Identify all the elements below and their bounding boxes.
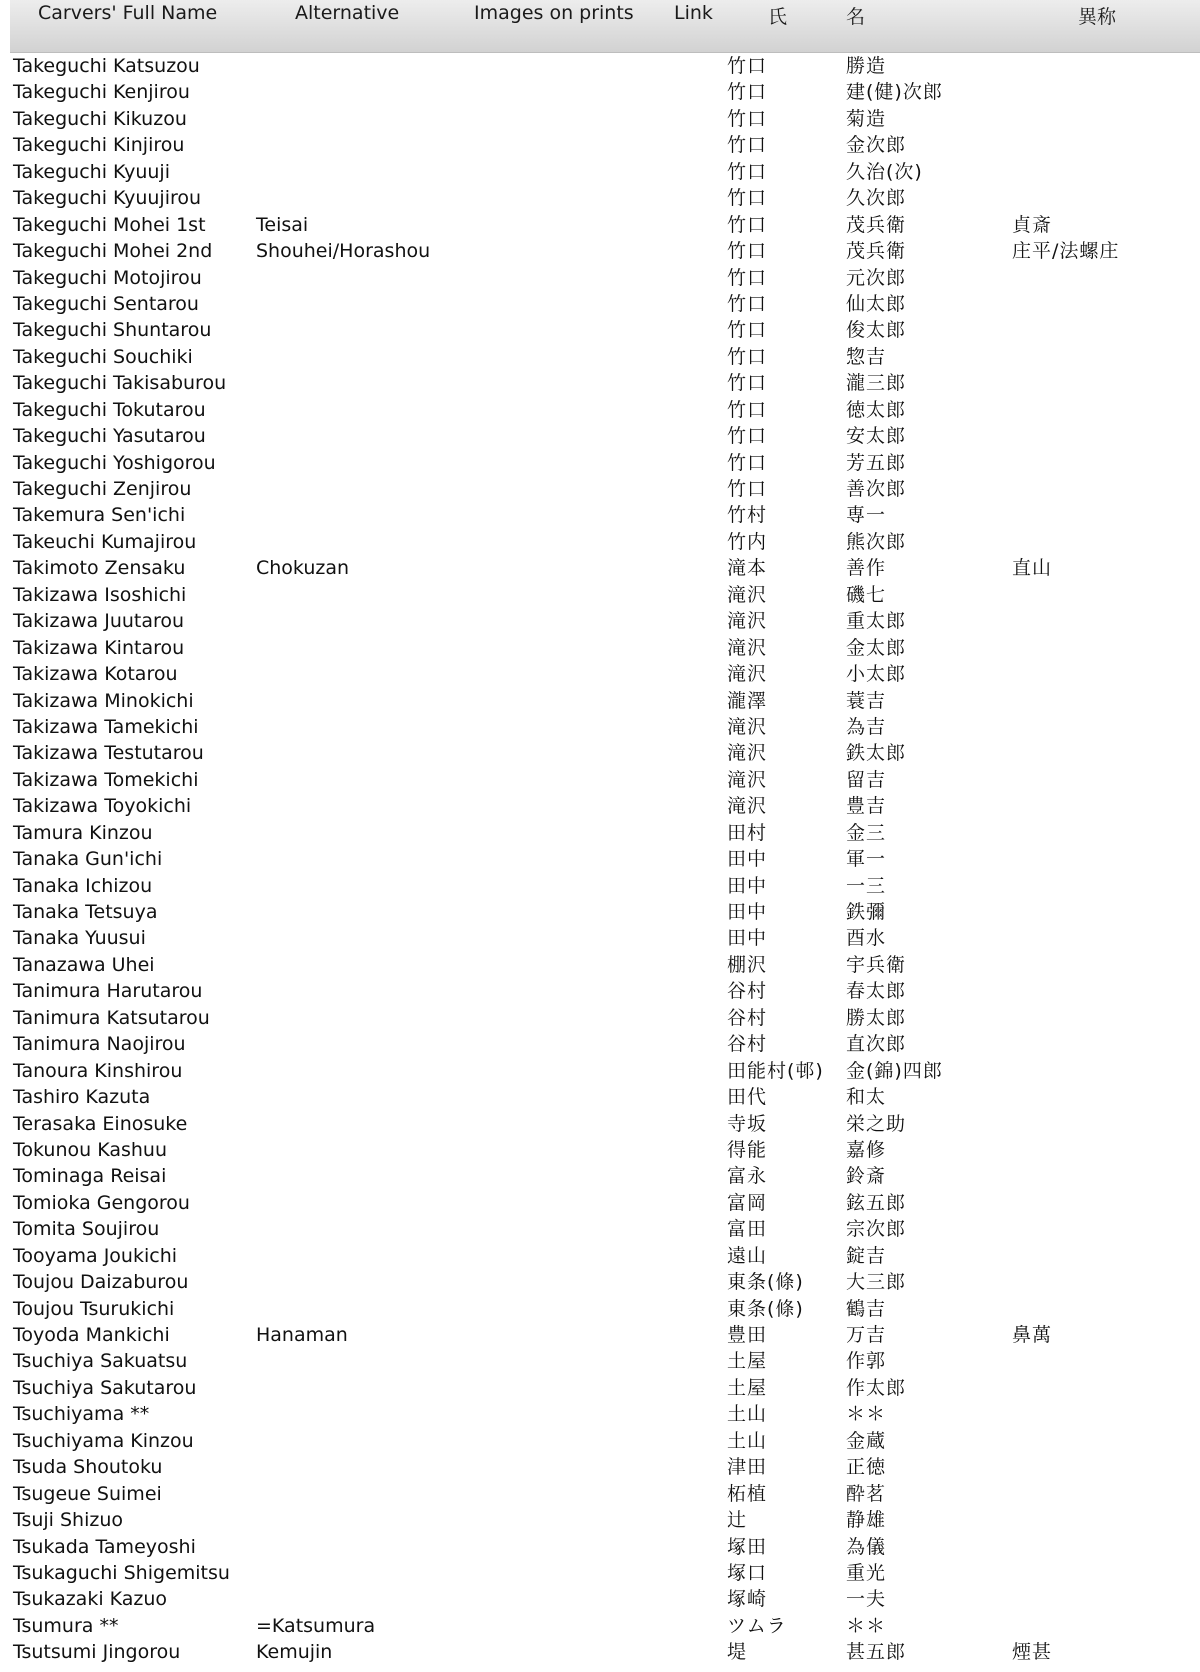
- family-name-kanji: 竹口: [727, 425, 768, 448]
- carver-full-name: Tsukaguchi Shigemitsu: [13, 1561, 230, 1584]
- family-name-kanji: 竹口: [727, 55, 768, 77]
- carver-full-name: Tanaka Gun'ichi: [13, 848, 163, 871]
- carver-full-name: Tsuda Shoutoku: [13, 1456, 163, 1479]
- table-row: [0, 1506, 1200, 1532]
- carver-full-name: Takimoto Zensaku: [13, 557, 186, 580]
- carver-full-name: Tsuchiyama Kinzou: [13, 1429, 194, 1452]
- table-row: [0, 343, 1200, 369]
- given-name-kanji: 熊次郎: [846, 530, 907, 553]
- given-name-kanji: 為儀: [846, 1535, 887, 1558]
- given-name-kanji: 酉水: [846, 927, 887, 950]
- table-row: [0, 1162, 1200, 1188]
- family-name-kanji: 竹口: [727, 451, 768, 474]
- given-name-kanji: 正徳: [846, 1456, 887, 1479]
- alias-kanji: 庄平/法螺庄: [1012, 240, 1120, 263]
- table-row: [0, 1321, 1200, 1347]
- given-name-kanji: 軍一: [846, 848, 887, 871]
- carver-full-name: Tanaka Yuusui: [13, 927, 146, 950]
- alternative-name: =Katsumura: [256, 1614, 376, 1637]
- carver-full-name: Takeguchi Mohei 2nd: [13, 240, 213, 263]
- carver-full-name: Tamura Kinzou: [13, 821, 153, 844]
- given-name-kanji: 久治(次): [846, 160, 923, 183]
- given-name-kanji: 和太: [846, 1086, 887, 1109]
- family-name-kanji: 土山: [727, 1403, 768, 1426]
- carver-full-name: Tokunou Kashuu: [13, 1138, 168, 1161]
- given-name-kanji: 専一: [846, 504, 887, 527]
- carver-full-name: Takeguchi Yoshigorou: [13, 451, 216, 474]
- carver-full-name: Takeguchi Shuntarou: [13, 319, 212, 342]
- table-row: [0, 131, 1200, 157]
- table-row: [0, 158, 1200, 184]
- carver-full-name: Takeguchi Souchiki: [13, 345, 193, 368]
- family-name-kanji: 滝沢: [727, 663, 768, 686]
- family-name-kanji: 田村: [727, 821, 768, 844]
- given-name-kanji: 金(錦)四郎: [846, 1059, 943, 1082]
- family-name-kanji: 塚口: [727, 1561, 768, 1584]
- carver-full-name: Takeguchi Zenjirou: [13, 478, 192, 500]
- family-name-kanji: 滝沢: [727, 610, 768, 633]
- alternative-name: Kemujin: [256, 1641, 333, 1664]
- table-row: [0, 396, 1200, 422]
- table-row: [0, 660, 1200, 686]
- carver-full-name: Takeguchi Kyuujirou: [13, 187, 202, 210]
- given-name-kanji: 甚五郎: [846, 1641, 907, 1664]
- carver-full-name: Tsukada Tameyoshi: [13, 1535, 196, 1558]
- family-name-kanji: 田中: [727, 874, 768, 897]
- carver-full-name: Takeguchi Kikuzou: [13, 107, 187, 130]
- carver-full-name: Tsuchiya Sakutarou: [13, 1376, 197, 1399]
- carver-full-name: Tsutsumi Jingorou: [13, 1641, 181, 1664]
- carver-full-name: Takeguchi Takisaburou: [13, 372, 227, 395]
- given-name-kanji: 金三: [846, 821, 887, 844]
- given-name-kanji: 芳五郎: [846, 451, 907, 474]
- carver-full-name: Takeguchi Mohei 1st: [13, 213, 206, 236]
- family-name-kanji: 堤: [727, 1641, 748, 1664]
- given-name-kanji: 鉉五郎: [846, 1191, 907, 1214]
- given-name-kanji: 茂兵衛: [846, 213, 907, 236]
- carver-full-name: Takeguchi Kinjirou: [13, 134, 185, 157]
- family-name-kanji: 竹口: [727, 134, 768, 157]
- given-name-kanji: 嘉修: [846, 1138, 887, 1161]
- family-name-kanji: 竹口: [727, 372, 768, 395]
- family-name-kanji: 田代: [727, 1086, 768, 1109]
- table-row: [0, 105, 1200, 131]
- carver-full-name: Tsukazaki Kazuo: [13, 1588, 168, 1611]
- family-name-kanji: 柘植: [727, 1482, 768, 1505]
- header-shi: 氏: [768, 6, 788, 28]
- table-row: [0, 237, 1200, 263]
- table-row: [0, 501, 1200, 527]
- carver-full-name: Takeuchi Kumajirou: [13, 530, 197, 553]
- table-row: [0, 1295, 1200, 1321]
- carver-full-name: Tomioka Gengorou: [13, 1191, 190, 1214]
- given-name-kanji: ＊＊: [846, 1614, 887, 1637]
- given-name-kanji: 建(健)次郎: [846, 81, 943, 104]
- carver-table-body: [0, 52, 1200, 1665]
- family-name-kanji: 谷村: [727, 980, 768, 1003]
- carver-full-name: Toyoda Mankichi: [13, 1324, 170, 1346]
- header-full-name: Carvers' Full Name: [38, 2, 218, 24]
- table-row: [0, 581, 1200, 607]
- table-row: [0, 713, 1200, 739]
- carver-full-name: Tanazawa Uhei: [13, 953, 155, 976]
- given-name-kanji: 蓑吉: [846, 689, 887, 712]
- given-name-kanji: 鉄太郎: [846, 742, 907, 765]
- carver-full-name: Takizawa Kotarou: [13, 663, 178, 686]
- carver-full-name: Tanimura Harutarou: [13, 980, 203, 1003]
- table-row: [0, 1004, 1200, 1030]
- table-row: [0, 211, 1200, 237]
- header-link: Link: [674, 2, 713, 24]
- family-name-kanji: 富永: [727, 1165, 768, 1188]
- alternative-name: Shouhei/Horashou: [256, 240, 431, 263]
- table-row: [0, 369, 1200, 395]
- carver-full-name: Toujou Tsurukichi: [13, 1297, 175, 1320]
- family-name-kanji: 竹口: [727, 187, 768, 210]
- family-name-kanji: 富岡: [727, 1191, 768, 1214]
- table-row: [0, 792, 1200, 818]
- family-name-kanji: 寺坂: [727, 1112, 768, 1135]
- given-name-kanji: 静雄: [846, 1509, 887, 1532]
- table-row: [0, 316, 1200, 342]
- carver-full-name: Tomita Soujirou: [13, 1218, 160, 1241]
- given-name-kanji: 小太郎: [846, 663, 907, 686]
- given-name-kanji: 徳太郎: [846, 398, 907, 421]
- carver-full-name: Takeguchi Motojirou: [13, 266, 202, 289]
- table-row: [0, 687, 1200, 713]
- given-name-kanji: 宇兵衛: [846, 953, 907, 976]
- family-name-kanji: 津田: [727, 1456, 768, 1479]
- carver-full-name: Takizawa Juutarou: [13, 610, 185, 633]
- family-name-kanji: 瀧澤: [727, 689, 768, 712]
- carver-full-name: Tsugeue Suimei: [13, 1482, 162, 1505]
- given-name-kanji: 勝太郎: [846, 1006, 907, 1029]
- carver-full-name: Tsuji Shizuo: [13, 1509, 124, 1532]
- given-name-kanji: 鶴吉: [846, 1297, 887, 1320]
- table-row: [0, 872, 1200, 898]
- table-row: [0, 449, 1200, 475]
- table-row: [0, 290, 1200, 316]
- carver-full-name: Takizawa Tamekichi: [13, 715, 199, 738]
- family-name-kanji: 東条(條): [727, 1297, 804, 1320]
- family-name-kanji: 豊田: [727, 1324, 768, 1346]
- carver-full-name: Takizawa Toyokichi: [13, 795, 192, 818]
- given-name-kanji: 豊吉: [846, 795, 887, 818]
- table-row: [0, 1110, 1200, 1136]
- given-name-kanji: 鈴斎: [846, 1165, 887, 1188]
- given-name-kanji: 金次郎: [846, 134, 907, 157]
- carver-full-name: Takeguchi Kyuuji: [13, 160, 170, 183]
- table-row: [0, 52, 1200, 78]
- carver-full-name: Takeguchi Kenjirou: [13, 81, 190, 104]
- table-row: [0, 554, 1200, 580]
- given-name-kanji: 久次郎: [846, 187, 907, 210]
- given-name-kanji: 鉄彌: [846, 901, 887, 923]
- carver-full-name: Tsuchiya Sakuatsu: [13, 1350, 188, 1373]
- table-row: [0, 924, 1200, 950]
- table-row: [0, 1638, 1200, 1664]
- family-name-kanji: 滝沢: [727, 636, 768, 659]
- table-row: [0, 1453, 1200, 1479]
- table-row: [0, 1215, 1200, 1241]
- carver-full-name: Takizawa Testutarou: [13, 742, 204, 765]
- given-name-kanji: 茂兵衛: [846, 240, 907, 263]
- family-name-kanji: 田中: [727, 848, 768, 871]
- family-name-kanji: 田中: [727, 901, 768, 923]
- family-name-kanji: 竹口: [727, 398, 768, 421]
- table-row: [0, 607, 1200, 633]
- family-name-kanji: 竹口: [727, 240, 768, 263]
- table-row: [0, 184, 1200, 210]
- table-row: [0, 422, 1200, 448]
- table-row: [0, 739, 1200, 765]
- table-row: [0, 819, 1200, 845]
- carver-full-name: Tanimura Katsutarou: [13, 1006, 210, 1029]
- table-row: [0, 1268, 1200, 1294]
- family-name-kanji: 竹口: [727, 107, 768, 130]
- family-name-kanji: 滝沢: [727, 768, 768, 791]
- carver-full-name: Tanaka Ichizou: [13, 874, 153, 897]
- family-name-kanji: 東条(條): [727, 1271, 804, 1294]
- table-row: [0, 845, 1200, 871]
- family-name-kanji: 塚崎: [727, 1588, 768, 1611]
- alias-kanji: 貞斎: [1012, 213, 1053, 236]
- given-name-kanji: 一夫: [846, 1588, 887, 1611]
- family-name-kanji: 滝沢: [727, 795, 768, 818]
- family-name-kanji: 滝沢: [727, 583, 768, 606]
- given-name-kanji: 栄之助: [846, 1112, 907, 1135]
- table-row: [0, 1480, 1200, 1506]
- carver-full-name: Tsuchiyama **: [13, 1403, 150, 1426]
- carver-full-name: Tooyama Joukichi: [13, 1244, 178, 1267]
- family-name-kanji: 竹内: [727, 530, 768, 553]
- table-row: [0, 898, 1200, 924]
- table-row: [0, 1030, 1200, 1056]
- family-name-kanji: 谷村: [727, 1006, 768, 1029]
- family-name-kanji: 土屋: [727, 1376, 768, 1399]
- table-row: [0, 1242, 1200, 1268]
- table-row: [0, 977, 1200, 1003]
- given-name-kanji: 作郭: [846, 1350, 887, 1373]
- carver-full-name: Takizawa Isoshichi: [13, 583, 187, 606]
- family-name-kanji: 田能村(邨): [727, 1059, 824, 1082]
- family-name-kanji: 竹口: [727, 266, 768, 289]
- given-name-kanji: 一三: [846, 874, 887, 897]
- family-name-kanji: 塚田: [727, 1535, 768, 1558]
- carver-full-name: Takeguchi Sentarou: [13, 292, 199, 315]
- header-mei: 名: [846, 6, 866, 28]
- given-name-kanji: 為吉: [846, 715, 887, 738]
- given-name-kanji: 宗次郎: [846, 1218, 907, 1241]
- table-row: [0, 951, 1200, 977]
- carver-full-name: Takeguchi Yasutarou: [13, 425, 206, 448]
- family-name-kanji: 土屋: [727, 1350, 768, 1373]
- given-name-kanji: 酔茗: [846, 1482, 887, 1505]
- header-alternative: Alternative: [295, 2, 400, 24]
- given-name-kanji: 惣吉: [846, 345, 887, 368]
- family-name-kanji: 土山: [727, 1429, 768, 1452]
- table-row: [0, 1136, 1200, 1162]
- family-name-kanji: 滝沢: [727, 715, 768, 738]
- given-name-kanji: 錠吉: [846, 1244, 887, 1267]
- table-row: [0, 1612, 1200, 1638]
- header-images-on-prints: Images on prints: [474, 2, 634, 24]
- carver-full-name: Tominaga Reisai: [13, 1165, 167, 1188]
- given-name-kanji: 留吉: [846, 768, 887, 791]
- family-name-kanji: 竹口: [727, 345, 768, 368]
- given-name-kanji: 瀧三郎: [846, 372, 907, 395]
- family-name-kanji: 滝本: [727, 557, 768, 580]
- given-name-kanji: 金蔵: [846, 1429, 887, 1452]
- family-name-kanji: 竹口: [727, 319, 768, 342]
- table-row: [0, 1559, 1200, 1585]
- carver-full-name: Takizawa Tomekichi: [13, 768, 199, 791]
- table-row: [0, 78, 1200, 104]
- given-name-kanji: 元次郎: [846, 266, 907, 289]
- given-name-kanji: 勝造: [846, 55, 887, 77]
- table-row: [0, 1533, 1200, 1559]
- table-row: [0, 1347, 1200, 1373]
- table-row: [0, 634, 1200, 660]
- family-name-kanji: 田中: [727, 927, 768, 950]
- family-name-kanji: 富田: [727, 1218, 768, 1241]
- table-row: [0, 1427, 1200, 1453]
- alternative-name: Chokuzan: [256, 557, 350, 580]
- family-name-kanji: 辻: [727, 1509, 748, 1532]
- given-name-kanji: 善作: [846, 557, 887, 580]
- given-name-kanji: 重太郎: [846, 610, 907, 633]
- family-name-kanji: ツムラ: [727, 1614, 787, 1637]
- given-name-kanji: 磯七: [846, 583, 887, 606]
- carver-full-name: Takeguchi Tokutarou: [13, 398, 206, 421]
- given-name-kanji: 大三郎: [846, 1271, 907, 1294]
- given-name-kanji: 春太郎: [846, 980, 907, 1003]
- carver-full-name: Tanaka Tetsuya: [13, 901, 158, 923]
- table-header: [10, 0, 1200, 53]
- table-row: [0, 1083, 1200, 1109]
- carver-full-name: Takizawa Minokichi: [13, 689, 194, 712]
- given-name-kanji: 俊太郎: [846, 319, 907, 342]
- carver-full-name: Tanimura Naojirou: [13, 1033, 186, 1056]
- carver-full-name: Takemura Sen'ichi: [13, 504, 186, 527]
- given-name-kanji: 直次郎: [846, 1033, 907, 1056]
- alias-kanji: 直山: [1012, 557, 1053, 580]
- given-name-kanji: 重光: [846, 1561, 887, 1584]
- family-name-kanji: 竹口: [727, 213, 768, 236]
- table-row: [0, 528, 1200, 554]
- carver-full-name: Terasaka Einosuke: [13, 1112, 188, 1135]
- carver-full-name: Toujou Daizaburou: [13, 1271, 189, 1294]
- alias-kanji: 煙甚: [1012, 1641, 1053, 1664]
- given-name-kanji: 作太郎: [846, 1376, 907, 1399]
- given-name-kanji: 万吉: [846, 1324, 887, 1346]
- table-row: [0, 766, 1200, 792]
- table-row: [0, 1189, 1200, 1215]
- given-name-kanji: 菊造: [846, 107, 887, 130]
- alternative-name: Teisai: [256, 213, 309, 236]
- alternative-name: Hanaman: [256, 1324, 348, 1346]
- family-name-kanji: 滝沢: [727, 742, 768, 765]
- carver-full-name: Takizawa Kintarou: [13, 636, 185, 659]
- given-name-kanji: 善次郎: [846, 478, 907, 500]
- family-name-kanji: 谷村: [727, 1033, 768, 1056]
- family-name-kanji: 得能: [727, 1138, 768, 1161]
- carver-full-name: Tsumura **: [13, 1614, 119, 1637]
- alias-kanji: 鼻萬: [1012, 1324, 1053, 1346]
- family-name-kanji: 棚沢: [727, 953, 768, 976]
- family-name-kanji: 遠山: [727, 1244, 768, 1267]
- carver-full-name: Takeguchi Katsuzou: [13, 55, 200, 77]
- family-name-kanji: 竹口: [727, 81, 768, 104]
- table-row: [0, 475, 1200, 501]
- given-name-kanji: 金太郎: [846, 636, 907, 659]
- given-name-kanji: 仙太郎: [846, 292, 907, 315]
- family-name-kanji: 竹口: [727, 292, 768, 315]
- given-name-kanji: ＊＊: [846, 1403, 887, 1426]
- family-name-kanji: 竹村: [727, 504, 768, 527]
- table-row: [0, 1374, 1200, 1400]
- table-row: [0, 264, 1200, 290]
- header-isho: 異称: [1078, 6, 1117, 28]
- table-row: [0, 1400, 1200, 1426]
- carver-full-name: Tashiro Kazuta: [13, 1086, 151, 1109]
- family-name-kanji: 竹口: [727, 478, 768, 500]
- table-row: [0, 1585, 1200, 1611]
- family-name-kanji: 竹口: [727, 160, 768, 183]
- given-name-kanji: 安太郎: [846, 425, 907, 448]
- carver-full-name: Tanoura Kinshirou: [13, 1059, 183, 1082]
- table-row: [0, 1057, 1200, 1083]
